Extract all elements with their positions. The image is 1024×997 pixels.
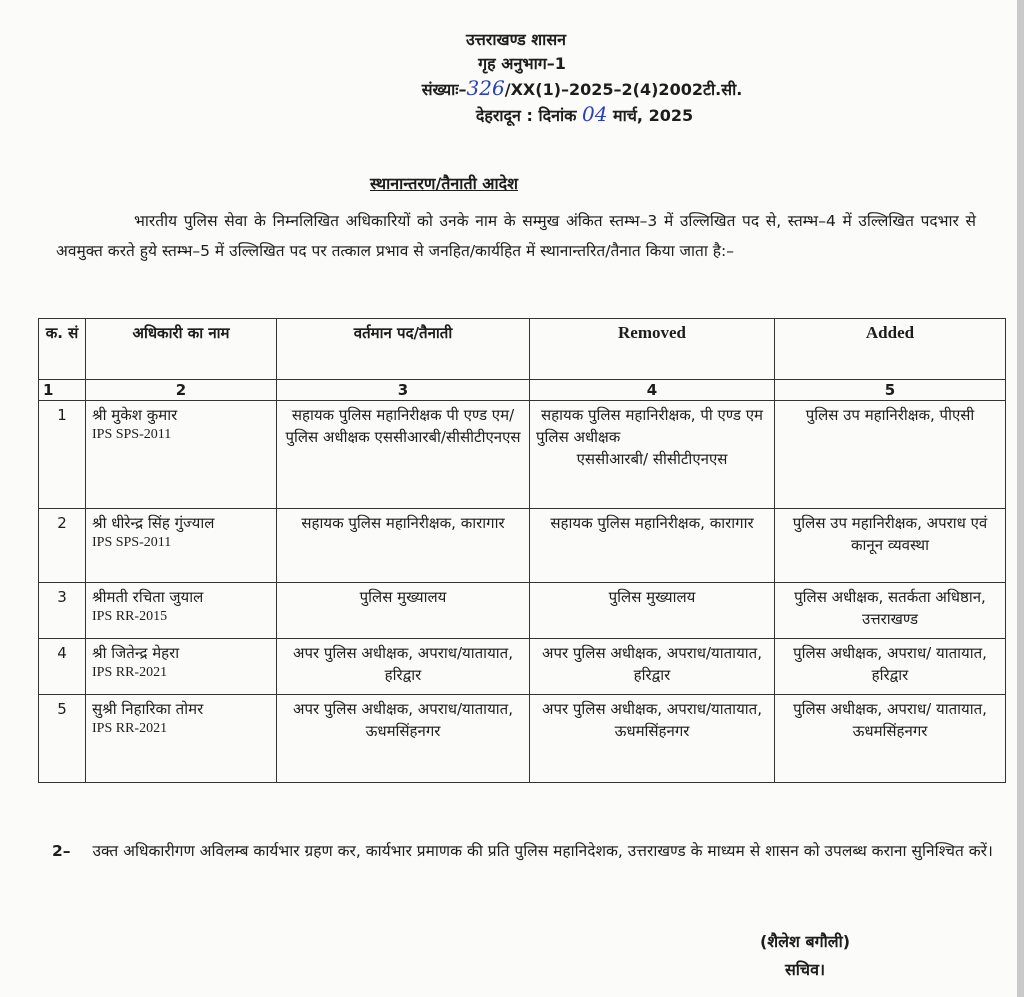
order-number-handwritten: 326 <box>466 76 505 100</box>
column-number: 5 <box>775 380 1006 401</box>
officer-service: IPS RR-2021 <box>92 721 168 736</box>
table-row <box>39 401 1006 509</box>
header-removed: Removed <box>530 319 775 380</box>
officer-service: IPS RR-2015 <box>92 609 168 624</box>
current-post: अपर पुलिस अधीक्षक, अपराध/यातायात, हरिद्वार <box>277 639 530 695</box>
place-date-label: देहरादून : दिनांक <box>475 106 577 125</box>
officer-cell <box>86 583 277 639</box>
officer-name: श्री जितेन्द्र मेहरा <box>92 644 180 662</box>
order-number <box>0 76 1024 102</box>
paragraph-number: 2– <box>52 842 71 860</box>
removed-post-line: सहायक पुलिस महानिरीक्षक, पी एण्ड एम <box>541 406 763 424</box>
serial-number: 1 <box>39 401 86 509</box>
serial-number: 3 <box>39 583 86 639</box>
added-post: पुलिस अधीक्षक, सतर्कता अधिष्ठान, उत्तराखण्ड <box>775 583 1006 639</box>
signature-block <box>700 928 910 984</box>
officer-name: सुश्री निहारिका तोमर <box>92 700 204 718</box>
order-number-rest: /XX(1)–2025–2(4)2002टी.सी. <box>504 80 743 99</box>
transfer-table <box>38 318 1006 783</box>
date-day-handwritten: 04 <box>582 102 608 126</box>
table-row <box>39 639 1006 695</box>
officer-service: IPS RR-2021 <box>92 665 168 680</box>
removed-post-line: एससीआरबी/ सीसीटीएनएस <box>576 450 728 468</box>
signatory-name: (शैलेश बगौली) <box>759 932 851 951</box>
added-post: पुलिस अधीक्षक, अपराध/ यातायात, ऊधमसिंहनगर <box>775 695 1006 783</box>
column-number: 3 <box>277 380 530 401</box>
added-post: पुलिस उप महानिरीक्षक, पीएसी <box>775 401 1006 509</box>
section-title: गृह अनुभाग–1 <box>478 54 566 73</box>
column-number: 4 <box>530 380 775 401</box>
officer-cell <box>86 639 277 695</box>
current-post: पुलिस मुख्यालय <box>277 583 530 639</box>
removed-post: अपर पुलिस अधीक्षक, अपराध/यातायात, हरिद्वार <box>530 639 775 695</box>
header-current-post: वर्तमान पद/तैनाती <box>277 319 530 380</box>
table-row <box>39 583 1006 639</box>
current-post: अपर पुलिस अधीक्षक, अपराध/यातायात, ऊधमसिंहनगर <box>277 695 530 783</box>
removed-post: सहायक पुलिस महानिरीक्षक, कारागार <box>530 509 775 583</box>
removed-post: पुलिस मुख्यालय <box>530 583 775 639</box>
column-number-row <box>39 380 1006 401</box>
intro-paragraph: भारतीय पुलिस सेवा के निम्नलिखित अधिकारियों को उनके नाम के सम्मुख अंकित स्तम्भ–3 में उल्लिखित पद से, स्तम्भ–4 में उल्लिखित पदभार से अवमुक्त करते हुये स्तम्भ–5 में उल्लिखित पद पर तत्काल प्रभाव से जनहित/कार्यहित में स्थानान्तरित/तैनात किया जाता है:– <box>56 212 976 260</box>
officer-cell <box>86 401 277 509</box>
table-header-row <box>39 319 1006 380</box>
table-row <box>39 509 1006 583</box>
officer-service: IPS SPS-2011 <box>92 427 172 442</box>
order-header <box>0 28 1024 128</box>
added-post: पुलिस अधीक्षक, अपराध/ यातायात, हरिद्वार <box>775 639 1006 695</box>
officer-cell <box>86 695 277 783</box>
header-added: Added <box>775 319 1006 380</box>
officer-cell <box>86 509 277 583</box>
officer-name: श्री धीरेन्द्र सिंह गुंज्याल <box>92 514 215 532</box>
serial-number: 5 <box>39 695 86 783</box>
order-number-label: संख्याः– <box>421 80 467 99</box>
officer-name: श्री मुकेश कुमार <box>92 406 178 424</box>
removed-post-line: पुलिस अधीक्षक <box>536 428 621 446</box>
added-post: पुलिस उप महानिरीक्षक, अपराध एवं कानून व्यवस्था <box>775 509 1006 583</box>
header-serial: क. सं <box>39 319 86 380</box>
page-edge-shadow <box>1017 0 1024 997</box>
date-rest: मार्च, 2025 <box>613 106 694 125</box>
column-number: 2 <box>86 380 277 401</box>
column-number: 1 <box>39 380 86 401</box>
removed-post <box>530 401 775 509</box>
current-post: सहायक पुलिस महानिरीक्षक पी एण्ड एम/पुलिस अधीक्षक एससीआरबी/सीसीटीएनएस <box>277 401 530 509</box>
officer-name: श्रीमती रचिता जुयाल <box>92 588 204 606</box>
serial-number: 2 <box>39 509 86 583</box>
table-row <box>39 695 1006 783</box>
government-title: उत्तराखण्ड शासन <box>465 30 567 49</box>
current-post: सहायक पुलिस महानिरीक्षक, कारागार <box>277 509 530 583</box>
order-subject: स्थानान्तरण/तैनाती आदेश <box>370 174 519 193</box>
instruction-paragraph <box>52 836 1000 866</box>
paragraph-text: उक्त अधिकारीगण अविलम्ब कार्यभार ग्रहण कर, कार्यभार प्रमाणक की प्रति पुलिस महानिदेशक, उत्तराखण्ड के माध्यम से शासन को उपलब्ध कराना सुनिश्चित करें। <box>92 842 993 860</box>
signatory-designation: सचिव। <box>784 960 826 979</box>
serial-number: 4 <box>39 639 86 695</box>
removed-post: अपर पुलिस अधीक्षक, अपराध/यातायात, ऊधमसिंहनगर <box>530 695 775 783</box>
officer-service: IPS SPS-2011 <box>92 535 172 550</box>
header-officer-name: अधिकारी का नाम <box>86 319 277 380</box>
place-date <box>0 102 1024 128</box>
